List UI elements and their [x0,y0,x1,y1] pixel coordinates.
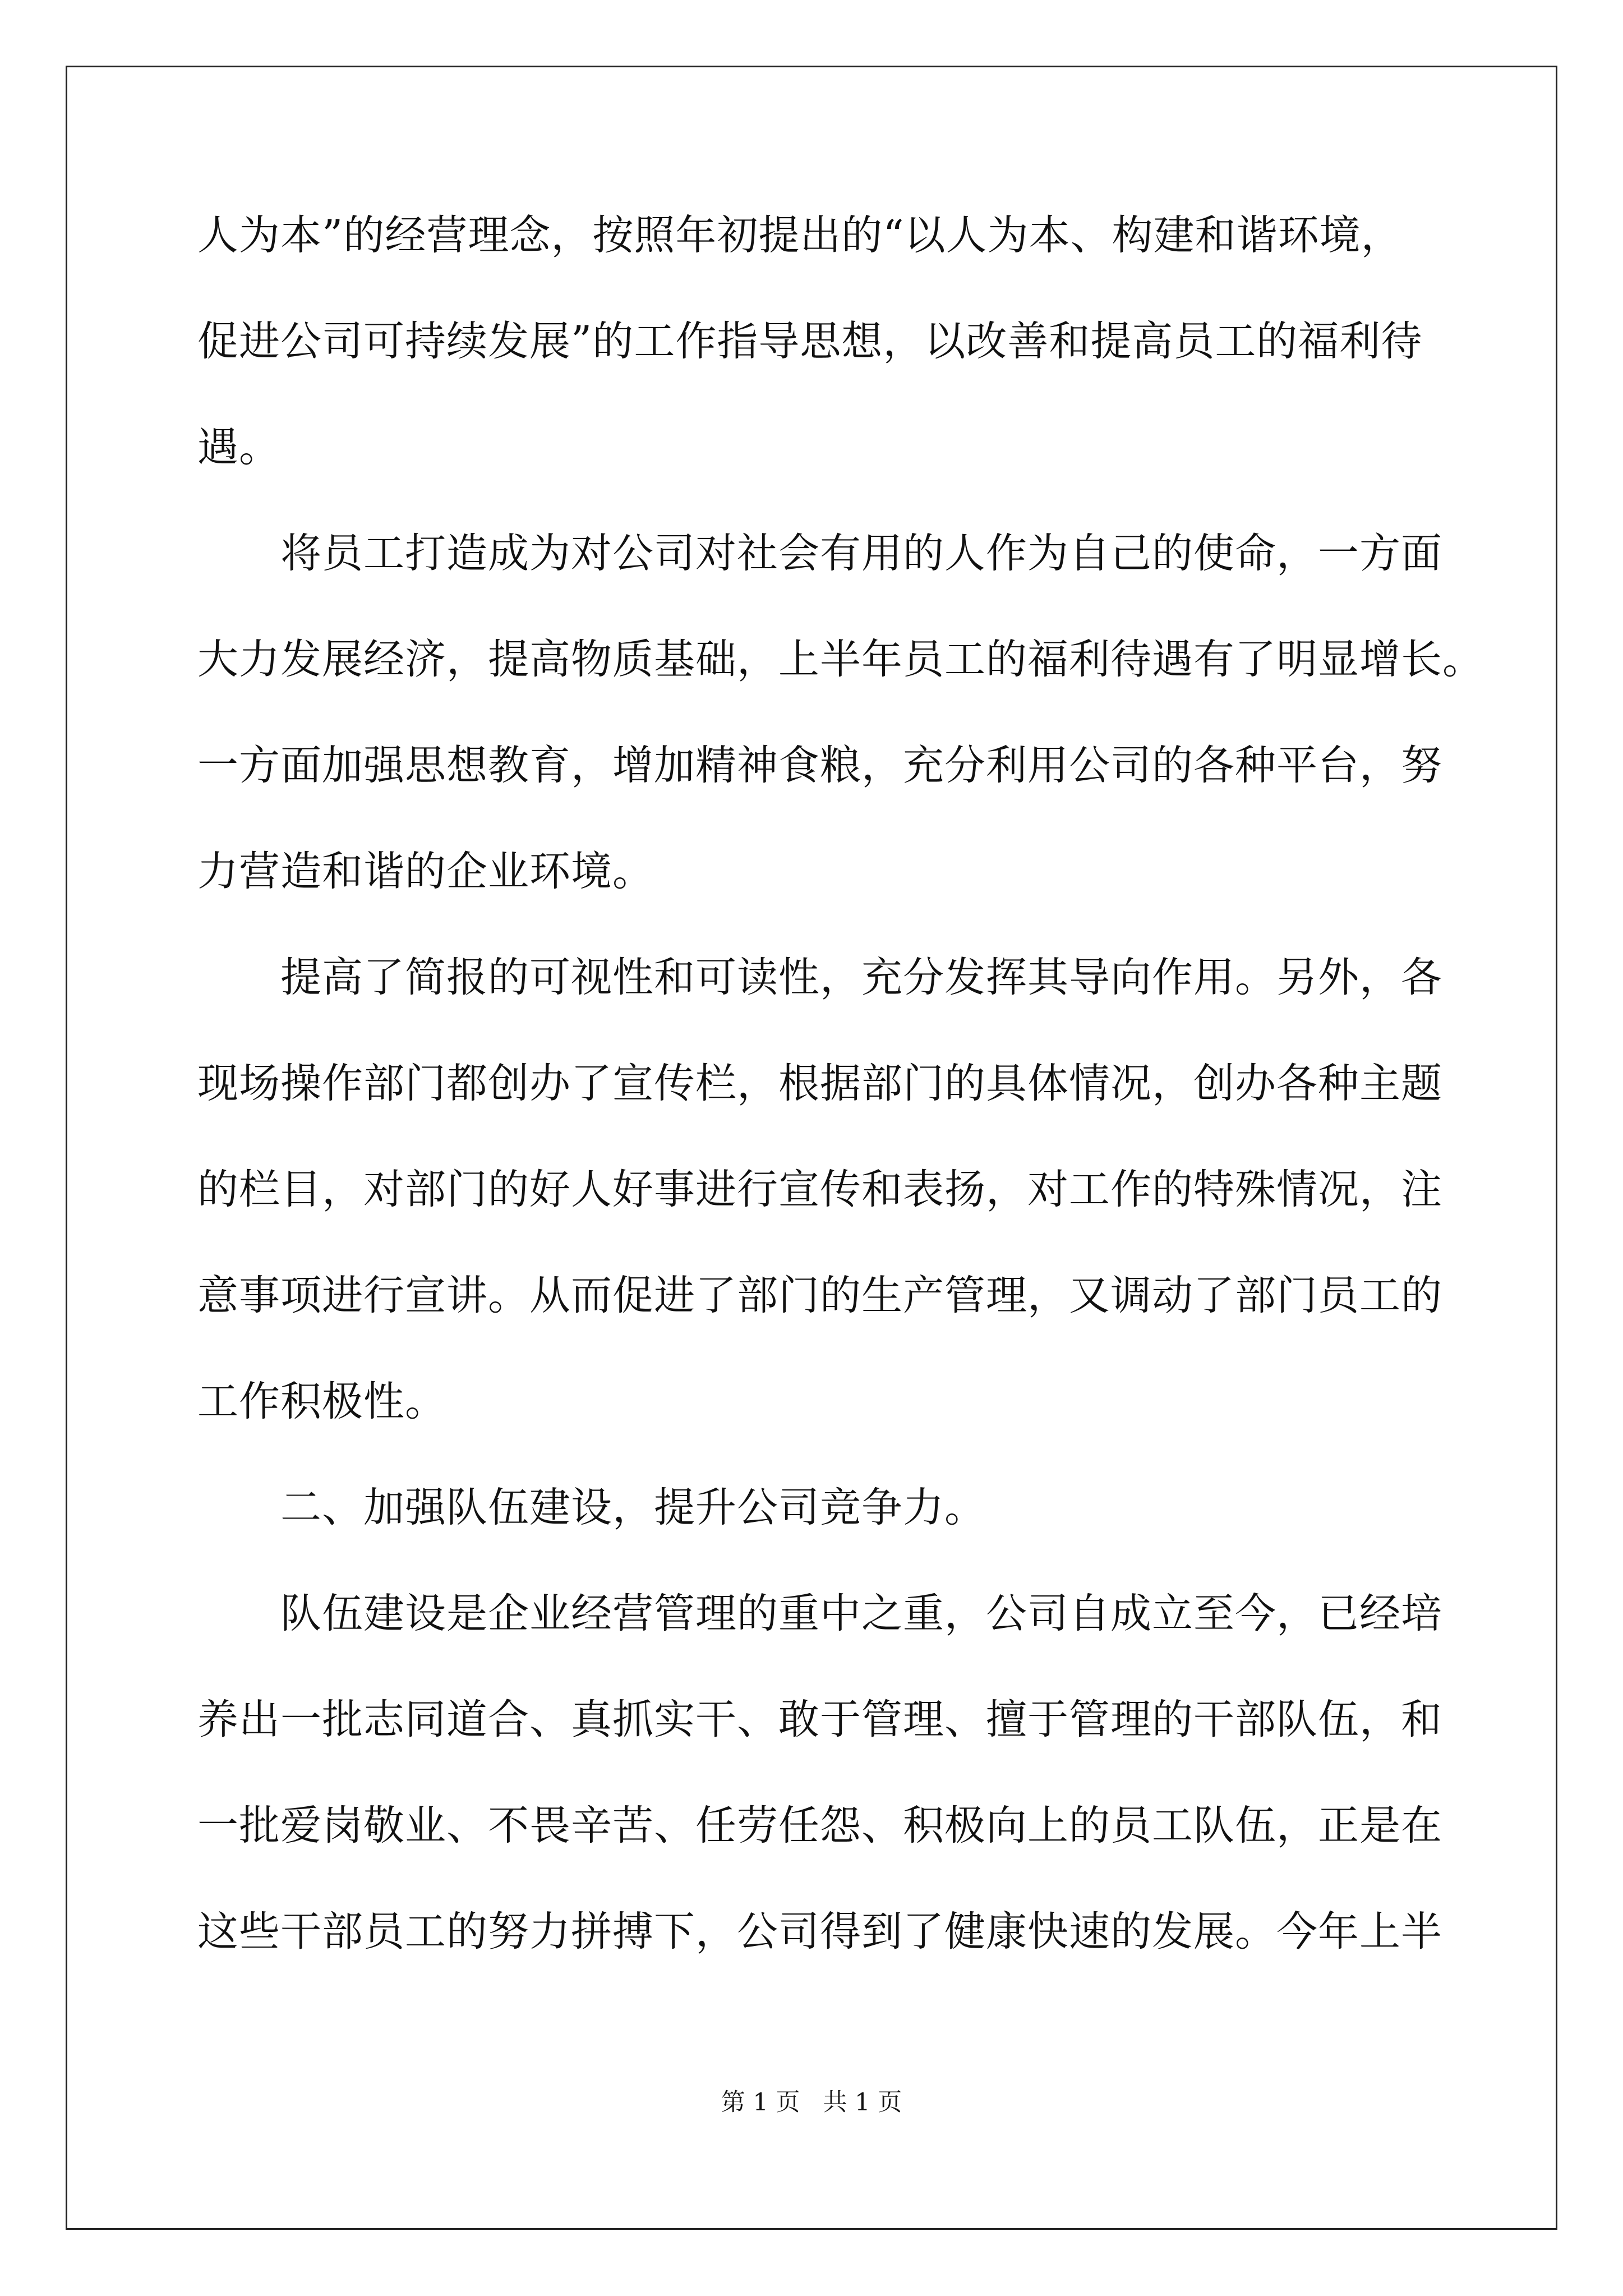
text-line: 将员工打造成为对公司对社会有用的人作为自己的使命，一方面 [280,530,1442,577]
text-line: 一批爱岗敬业、不畏辛苦、任劳任怨、积极向上的员工队伍，正是在 [197,1802,1442,1849]
text-line: 大力发展经济，提高物质基础，上半年员工的福利待遇有了明显增长。 [197,636,1484,683]
text-line: 促进公司可持续发展”的工作指导思想，以改善和提高员工的福利待 [197,318,1423,365]
page-footer: 第 1 页 共 1 页 [721,2088,902,2116]
text-line: 的栏目，对部门的好人好事进行宣传和表扬，对工作的特殊情况，注 [197,1166,1442,1213]
text-line: 人为本”的经营理念，按照年初提出的“以人为本、构建和谐环境， [197,211,1403,259]
text-line: 一方面加强思想教育，增加精神食粮，充分利用公司的各种平台，努 [197,742,1442,789]
text-line: 队伍建设是企业经营管理的重中之重，公司自成立至今，已经培 [280,1590,1442,1637]
section-heading: 二、加强队伍建设，提升公司竞争力。 [280,1484,986,1531]
text-line: 养出一批志同道合、真抓实干、敢于管理、擅于管理的干部队伍，和 [197,1696,1442,1743]
text-line: 遇。 [197,424,280,471]
text-line: 这些干部员工的努力拼搏下，公司得到了健康快速的发展。今年上半 [197,1908,1442,1955]
text-line: 力营造和谐的企业环境。 [197,848,654,895]
text-line: 现场操作部门都创办了宣传栏，根据部门的具体情况，创办各种主题 [197,1060,1442,1107]
text-line: 工作积极性。 [197,1378,446,1425]
text-line: 意事项进行宣讲。从而促进了部门的生产管理，又调动了部门员工的 [197,1272,1442,1319]
text-line: 提高了简报的可视性和可读性，充分发挥其导向作用。另外，各 [280,954,1442,1001]
